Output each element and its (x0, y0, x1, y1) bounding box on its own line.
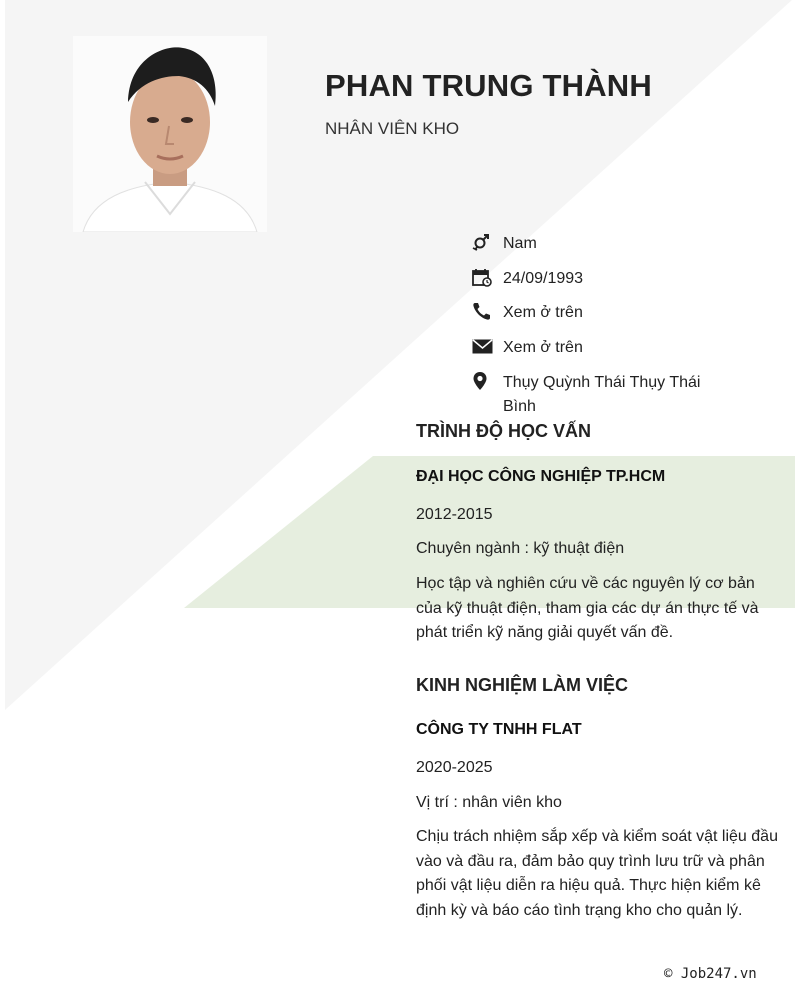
education-school: ĐẠI HỌC CÔNG NGHIỆP TP.HCM (416, 468, 666, 485)
profile-photo (73, 36, 267, 232)
education-major: Chuyên ngành : kỹ thuật điện (416, 540, 625, 557)
info-row-address (472, 371, 723, 419)
education-heading: TRÌNH ĐỘ HỌC VẤN (416, 421, 591, 441)
education-period: 2012-2015 (416, 506, 493, 523)
info-row-gender (472, 232, 723, 256)
gender-icon (472, 232, 494, 252)
job-title: NHÂN VIÊN KHO (325, 119, 460, 138)
address-text: Thụy Quỳnh Thái Thụy Thái Bình (503, 374, 701, 415)
birthdate-text: 24/09/1993 (503, 270, 584, 287)
experience-role: Vị trí : nhân viên kho (416, 794, 562, 811)
info-row-phone (472, 301, 723, 325)
email-icon (472, 336, 494, 356)
gender-text: Nam (503, 235, 537, 252)
calendar-icon (472, 267, 494, 287)
phone-text: Xem ở trên (503, 304, 583, 321)
info-row-birthdate (472, 267, 723, 291)
experience-period: 2020-2025 (416, 759, 493, 776)
experience-company: CÔNG TY TNHH FLAT (416, 721, 582, 738)
candidate-name: PHAN TRUNG THÀNH (325, 68, 652, 103)
phone-icon (472, 301, 494, 321)
education-description: Học tập và nghiên cứu về các nguyên lý cơ bản của kỹ thuật điện, tham gia các dự án thực tế và phát triển kỹ năng giải quyết vấn đề. (416, 575, 759, 641)
location-icon (472, 371, 494, 391)
email-text: Xem ở trên (503, 339, 583, 356)
experience-heading: KINH NGHIỆM LÀM VIỆC (416, 675, 629, 695)
experience-description: Chịu trách nhiệm sắp xếp và kiểm soát vật liệu đầu vào và đầu ra, đảm bảo quy trình lưu trữ và phân phối vật liệu diễn ra hiệu quả. Thực hiện kiểm kê định kỳ và báo cáo tình trạng kho cho quản lý. (416, 828, 778, 919)
info-row-email (472, 336, 723, 360)
footer-credit[interactable]: © Job247.vn (664, 966, 757, 982)
